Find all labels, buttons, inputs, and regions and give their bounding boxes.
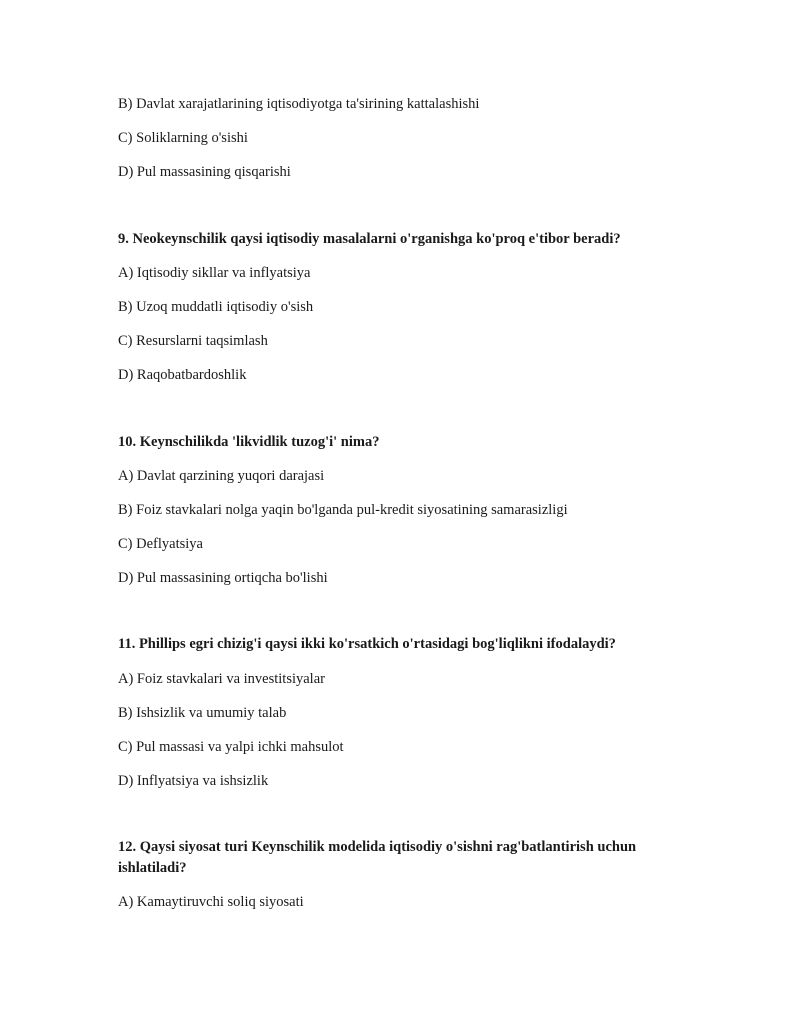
answer-option: A) Foiz stavkalari va investitsiyalar xyxy=(118,671,325,687)
answer-option: B) Foiz stavkalari nolga yaqin bo'lganda pul-kredit siyosatining samarasizligi xyxy=(118,502,568,518)
answer-option: C) Resurslarni taqsimlash xyxy=(118,333,268,349)
answer-option: D) Pul massasining qisqarishi xyxy=(118,164,291,180)
answer-option: B) Uzoq muddatli iqtisodiy o'sish xyxy=(118,299,314,315)
answer-option: C) Pul massasi va yalpi ichki mahsulot xyxy=(118,739,344,755)
answer-option: A) Iqtisodiy sikllar va inflyatsiya xyxy=(118,265,311,281)
answer-option: A) Kamaytiruvchi soliq siyosati xyxy=(118,894,304,910)
answer-option: D) Inflyatsiya va ishsizlik xyxy=(118,773,269,789)
question-title: 12. Qaysi siyosat turi Keynschilik modelida iqtisodiy o'sishni rag'batlantirish uchun ishlatiladi? xyxy=(118,839,637,876)
answer-option: B) Ishsizlik va umumiy talab xyxy=(118,705,287,721)
answer-option: D) Pul massasining ortiqcha bo'lishi xyxy=(118,570,328,586)
question-title: 9. Neokeynschilik qaysi iqtisodiy masalalarni o'rganishga ko'proq e'tibor beradi? xyxy=(118,231,621,247)
answer-option: C) Deflyatsiya xyxy=(118,536,203,552)
question-title: 10. Keynschilikda 'likvidlik tuzog'i' nima? xyxy=(118,434,380,450)
answer-option: C) Soliklarning o'sishi xyxy=(118,130,248,146)
answer-option: B) Davlat xarajatlarining iqtisodiyotga ta'sirining kattalashishi xyxy=(118,96,480,112)
answer-option: A) Davlat qarzining yuqori darajasi xyxy=(118,468,325,484)
answer-option: D) Raqobatbardoshlik xyxy=(118,367,247,383)
question-title: 11. Phillips egri chizig'i qaysi ikki ko'rsatkich o'rtasidagi bog'liqlikni ifodalaydi? xyxy=(118,636,616,652)
